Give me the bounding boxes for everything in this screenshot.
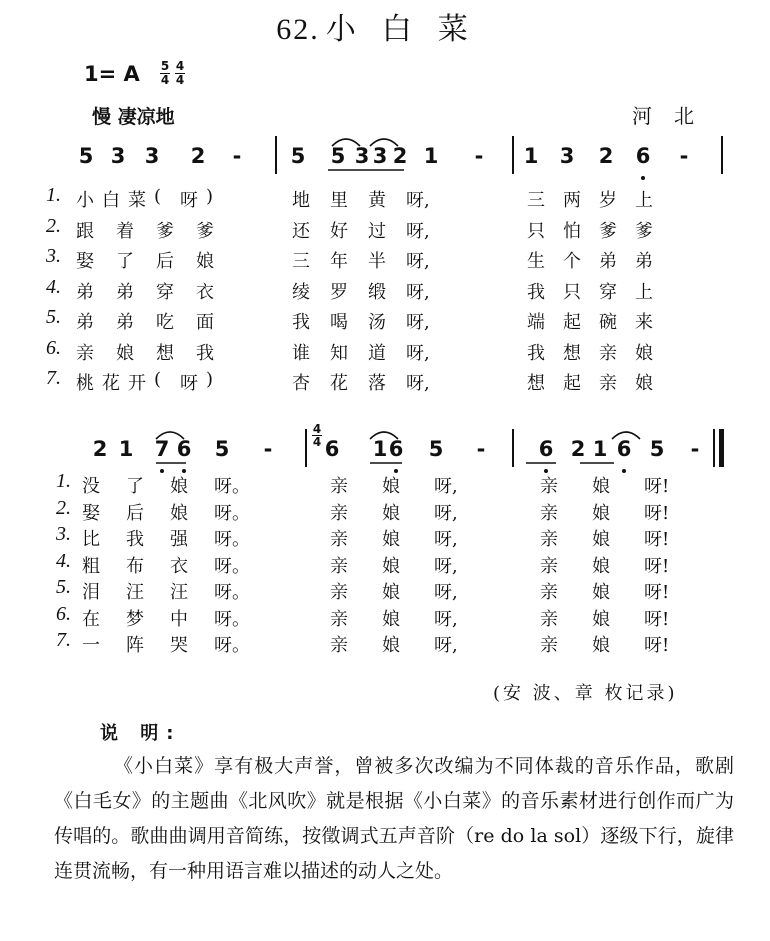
lyric-syllable: 中 — [170, 608, 188, 630]
lyric-syllable: 道 — [368, 342, 386, 364]
jianpu-note: 2 — [190, 144, 206, 168]
lyric-syllable: 呀。 — [214, 582, 250, 603]
lyric-syllable: 亲 — [540, 555, 558, 577]
jianpu-note: 1 — [592, 437, 608, 461]
lyric-syllable: 呀, — [406, 281, 430, 303]
lyric-syllable: 想 — [563, 342, 581, 364]
lyric-syllable: 吃 — [156, 312, 174, 333]
lyric-syllable: 亲 — [330, 529, 348, 550]
meter-5-4: 5 4 — [160, 59, 170, 87]
lyric-syllable: 我 — [292, 312, 310, 333]
lyric-syllable: 杏 — [292, 373, 310, 394]
lyric-syllable: 亲 — [330, 502, 348, 524]
lyric-syllable: 娘 — [382, 555, 400, 577]
lyric-syllable: 爹 — [635, 220, 653, 242]
lyric-syllable: 还 — [292, 220, 310, 242]
lyric-syllable: 菜 — [128, 190, 146, 211]
lyric-syllable: 我 — [527, 342, 545, 364]
verse-number: 3. — [46, 245, 61, 267]
lyric-syllable: ) — [206, 369, 214, 390]
lyric-syllable: 呀, — [406, 251, 430, 272]
lyric-syllable: 呀, — [406, 373, 430, 394]
lyric-syllable: 开 — [128, 373, 146, 394]
lyric-syllable: 强 — [170, 529, 188, 550]
lyric-syllable: 呀, — [434, 608, 458, 630]
jianpu-note: - — [690, 437, 700, 461]
lyric-syllable: 了 — [116, 251, 134, 272]
lyric-syllable: 呀, — [406, 190, 430, 211]
lyric-syllable: 粗 — [82, 555, 100, 577]
final-barline-thin — [713, 429, 715, 467]
lyric-syllable: 桃 — [76, 373, 94, 394]
lyric-syllable: 上 — [635, 190, 653, 211]
region-label: 河北 — [632, 104, 716, 128]
lyric-syllable: 弟 — [76, 312, 94, 333]
jianpu-note: 3 — [559, 144, 575, 168]
lyric-syllable: 梦 — [126, 608, 144, 630]
lyric-syllable: 呀, — [406, 220, 430, 242]
lyric-syllable: 娘 — [592, 555, 610, 577]
lyric-syllable: 亲 — [540, 529, 558, 550]
lyric-syllable: 呀, — [434, 502, 458, 524]
lyric-syllable: 娘 — [592, 582, 610, 603]
lyric-syllable: 娘 — [382, 635, 400, 656]
explanation-paragraph: 《小白菜》享有极大声誉，曾被多次改编为不同体裁的音乐作品，歌剧《白毛女》的主题曲《北风吹》就是根据《小白菜》的音乐素材进行创作而广为传唱的。歌曲曲调用音简练，按徵调式五声音阶（re do la sol）逐级下行，旋律连贯流畅，有一种用语言难以描述的动人之处。 — [54, 755, 734, 882]
lyric-syllable: 亲 — [540, 476, 558, 497]
lyric-syllable: 汪 — [126, 582, 144, 603]
verse-number: 2. — [46, 214, 61, 237]
jianpu-note: 6 — [616, 437, 632, 461]
lyric-syllable: 穿 — [156, 281, 174, 303]
lyric-syllable: 呀! — [644, 555, 670, 577]
lyric-syllable: 弟 — [635, 251, 653, 272]
lyric-syllable: 爹 — [599, 220, 617, 242]
lyric-syllable: 里 — [330, 190, 348, 211]
lyric-syllable: 缎 — [368, 281, 386, 303]
lyric-syllable: 一 — [82, 635, 100, 656]
jianpu-note: - — [679, 144, 689, 168]
final-barline-thick — [719, 429, 724, 467]
lyric-syllable: 亲 — [330, 608, 348, 630]
lyric-syllable: 好 — [330, 220, 348, 242]
verse-number: 5. — [46, 306, 61, 328]
song-number: 62. — [276, 13, 320, 46]
song-title: 小白菜 — [325, 12, 494, 47]
lyric-syllable: 喝 — [330, 312, 348, 333]
lyric-syllable: 娶 — [76, 251, 94, 272]
verse-number: 6. — [46, 336, 61, 359]
lyric-syllable: 想 — [527, 373, 545, 394]
lyric-syllable: 怕 — [563, 220, 581, 242]
lyric-syllable: 亲 — [540, 635, 558, 656]
jianpu-note: 2 — [392, 144, 408, 168]
lyric-syllable: 呀。 — [214, 555, 250, 577]
verse-number: 7. — [56, 629, 71, 651]
jianpu-note: 6 — [538, 437, 554, 461]
lyric-syllable: 娘 — [592, 635, 610, 656]
jianpu-note: 2 — [598, 144, 614, 168]
lyric-syllable: 呀, — [406, 342, 430, 364]
jianpu-note: 6 — [388, 437, 404, 461]
lyric-syllable: 碗 — [599, 312, 617, 333]
barline — [512, 429, 514, 467]
lyric-syllable: 哭 — [170, 635, 188, 656]
lyric-syllable: 年 — [330, 251, 348, 272]
lyric-syllable: 后 — [156, 251, 174, 272]
lyric-syllable: 着 — [116, 220, 134, 242]
jianpu-note: 3 — [110, 144, 126, 168]
lyric-syllable: 上 — [635, 281, 653, 303]
lyric-syllable: 岁 — [599, 190, 617, 211]
lyric-syllable: 娶 — [82, 502, 100, 524]
lyric-syllable: 绫 — [292, 281, 310, 303]
lyric-syllable: ( — [154, 369, 162, 390]
lyric-syllable: 呀! — [644, 476, 670, 497]
lyric-syllable: 汤 — [368, 312, 386, 333]
lyric-syllable: 白 — [102, 190, 120, 211]
jianpu-note: 6 — [176, 437, 192, 461]
lyric-syllable: 端 — [527, 312, 545, 333]
jianpu-note: 1 — [423, 144, 439, 168]
lyric-syllable: 呀! — [644, 635, 670, 656]
lyric-syllable: 了 — [126, 476, 144, 497]
jianpu-note: 3 — [354, 144, 370, 168]
lyric-syllable: 后 — [126, 502, 144, 524]
lyric-syllable: 呀。 — [214, 476, 250, 497]
lyric-syllable: 娘 — [170, 502, 188, 524]
lyric-syllable: 花 — [102, 373, 120, 394]
jianpu-note: - — [474, 144, 484, 168]
lyric-syllable: 在 — [82, 608, 100, 630]
lyric-syllable: 娘 — [170, 476, 188, 497]
tempo-marking: 慢 凄凉地 — [92, 106, 175, 128]
lyric-syllable: 呀。 — [214, 529, 250, 550]
lyric-syllable: 布 — [126, 555, 144, 577]
jianpu-note: 5 — [78, 144, 94, 168]
lyric-syllable: 亲 — [330, 635, 348, 656]
explanation-text — [54, 749, 734, 889]
lyric-syllable: 泪 — [82, 582, 100, 603]
lyric-syllable: 呀! — [644, 529, 670, 550]
jianpu-note: 5 — [290, 144, 306, 168]
lyric-syllable: 娘 — [592, 608, 610, 630]
lyric-syllable: 呀 — [180, 373, 198, 394]
lyric-syllable: 个 — [563, 251, 581, 272]
lyric-syllable: 呀, — [434, 635, 458, 656]
lyric-syllable: 起 — [563, 373, 581, 394]
jianpu-note: 3 — [372, 144, 388, 168]
verse-number: 4. — [46, 275, 61, 298]
lyric-syllable: 呀。 — [214, 608, 250, 630]
lyric-syllable: 花 — [330, 373, 348, 394]
lyric-syllable: 谁 — [292, 342, 310, 364]
octave-dot — [622, 469, 626, 473]
lyric-syllable: 娘 — [116, 342, 134, 364]
verse-number: 1. — [56, 470, 71, 492]
lyric-syllable: 落 — [368, 373, 386, 394]
lyric-syllable: 只 — [563, 281, 581, 303]
lyric-syllable: 呀, — [434, 476, 458, 497]
lyric-syllable: 亲 — [330, 555, 348, 577]
lyric-syllable: 阵 — [126, 635, 144, 656]
lyric-syllable: 呀 — [180, 190, 198, 211]
lyric-syllable: 呀, — [434, 529, 458, 550]
notes-heading: 说 明: — [100, 723, 182, 744]
lyric-syllable: 娘 — [382, 582, 400, 603]
verse-number: 5. — [56, 576, 71, 598]
lyric-syllable: 爹 — [196, 220, 214, 242]
lyric-syllable: 娘 — [635, 342, 653, 364]
lyric-syllable: 娘 — [592, 502, 610, 524]
barline — [305, 429, 307, 467]
lyric-syllable: 衣 — [170, 555, 188, 577]
lyric-syllable: 只 — [527, 220, 545, 242]
jianpu-note: 2 — [570, 437, 586, 461]
lyric-syllable: 穿 — [599, 281, 617, 303]
lyric-syllable: 呀, — [434, 555, 458, 577]
lyric-syllable: 亲 — [330, 582, 348, 603]
lyric-syllable: 弟 — [116, 312, 134, 333]
octave-dot — [160, 469, 164, 473]
verse-number: 1. — [46, 184, 61, 206]
lyric-syllable: 比 — [82, 529, 100, 550]
lyric-syllable: ) — [206, 186, 214, 207]
lyric-syllable: 三 — [292, 251, 310, 272]
verse-number: 6. — [56, 602, 71, 625]
lyric-syllable: 弟 — [599, 251, 617, 272]
jianpu-note: 6 — [635, 144, 651, 168]
lyric-syllable: 我 — [126, 529, 144, 550]
jianpu-note: 7 — [154, 437, 170, 461]
lyric-syllable: 呀! — [644, 502, 670, 524]
lyric-syllable: 亲 — [540, 502, 558, 524]
lyric-syllable: 爹 — [156, 220, 174, 242]
lyric-syllable: 两 — [563, 190, 581, 211]
lyric-syllable: 亲 — [599, 373, 617, 394]
lyric-syllable: 亲 — [330, 476, 348, 497]
jianpu-note: 5 — [330, 144, 346, 168]
lyric-syllable: 罗 — [330, 281, 348, 303]
lyric-syllable: 地 — [292, 190, 310, 211]
transcription-credit: (安 波、章 枚记录) — [493, 683, 678, 704]
lyric-syllable: 亲 — [540, 582, 558, 603]
lyric-syllable: 黄 — [368, 190, 386, 211]
lyric-syllable: 亲 — [540, 608, 558, 630]
key-signature: 1= A — [84, 62, 140, 86]
lyric-syllable: 呀! — [644, 582, 670, 603]
lyric-syllable: 娘 — [382, 476, 400, 497]
jianpu-note: 6 — [324, 437, 340, 461]
lyric-syllable: 我 — [196, 342, 214, 364]
lyric-syllable: 小 — [76, 190, 94, 211]
lyric-syllable: 衣 — [196, 281, 214, 303]
lyric-syllable: 娘 — [635, 373, 653, 394]
lyric-syllable: 呀。 — [214, 502, 250, 524]
lyric-syllable: 过 — [368, 220, 386, 242]
jianpu-note: - — [476, 437, 486, 461]
jianpu-note: 5 — [428, 437, 444, 461]
verse-number: 3. — [56, 523, 71, 545]
lyric-syllable: 娘 — [382, 529, 400, 550]
lyric-syllable: 娘 — [382, 502, 400, 524]
verse-number: 2. — [56, 496, 71, 519]
verse-number: 7. — [46, 367, 61, 389]
lyric-syllable: 面 — [196, 312, 214, 333]
jianpu-note: 1 — [118, 437, 134, 461]
verse-number: 4. — [56, 549, 71, 572]
lyric-syllable: 娘 — [196, 251, 214, 272]
jianpu-note: - — [232, 144, 242, 168]
lyric-syllable: 我 — [527, 281, 545, 303]
lyric-syllable: 生 — [527, 251, 545, 272]
lyric-syllable: 亲 — [76, 342, 94, 364]
lyric-syllable: 亲 — [599, 342, 617, 364]
jianpu-note: 1 — [523, 144, 539, 168]
lyric-syllable: 弟 — [76, 281, 94, 303]
lyric-syllable: 娘 — [592, 476, 610, 497]
lyric-syllable: 娘 — [592, 529, 610, 550]
jianpu-note: 2 — [92, 437, 108, 461]
lyric-syllable: 半 — [368, 251, 386, 272]
lyric-syllable: 呀! — [644, 608, 670, 630]
lyric-syllable: 娘 — [382, 608, 400, 630]
jianpu-note: 3 — [144, 144, 160, 168]
lyric-syllable: 汪 — [170, 582, 188, 603]
lyric-syllable: 弟 — [116, 281, 134, 303]
jianpu-note: 5 — [214, 437, 230, 461]
lyric-syllable: 呀, — [434, 582, 458, 603]
lyric-syllable: 跟 — [76, 220, 94, 242]
lyric-syllable: 起 — [563, 312, 581, 333]
meter-4-4: 4 4 — [175, 59, 185, 87]
lyric-syllable: 来 — [635, 312, 653, 333]
lyric-syllable: 知 — [330, 342, 348, 364]
jianpu-note: - — [263, 437, 273, 461]
jianpu-note: 1 — [372, 437, 388, 461]
meter-change-4-4: 4 4 — [312, 422, 322, 449]
lyric-syllable: 三 — [527, 190, 545, 211]
lyric-syllable: ( — [154, 186, 162, 207]
lyric-syllable: 没 — [82, 476, 100, 497]
lyric-syllable: 呀。 — [214, 635, 250, 656]
jianpu-note: 5 — [649, 437, 665, 461]
lyric-syllable: 呀, — [406, 312, 430, 333]
lyric-syllable: 想 — [156, 342, 174, 364]
